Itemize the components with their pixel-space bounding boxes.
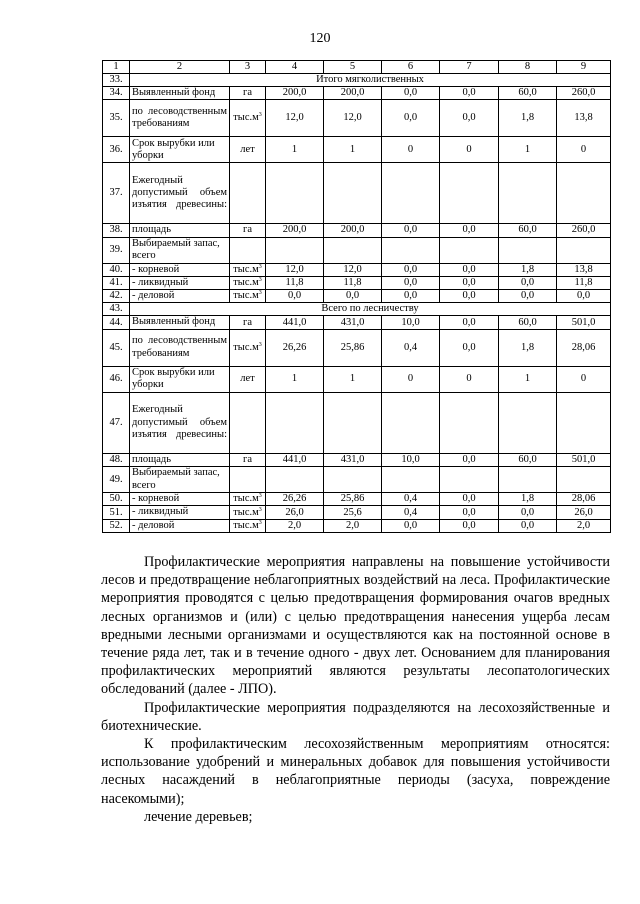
value-cell [382,237,440,263]
header-cell: 9 [557,61,611,74]
row-number: 48. [103,453,130,466]
paragraph: Профилактические мероприятия направлены на повышение устойчивости лесов и предотвращение неблагоприятных воздействий на леса. Профилактические мероприятия проводятся с целью предотвращения формирования очагов вредных лесных организмов и (или) с целью предотвращения нанесения ущерба лесам вредными лесными организмами и осуществляются как на постоянной основе в течение ряда лет, так и в течение одного - двух лет. Основанием для планирования профилактических мероприятий являются результаты лесопатологических обследований (далее - ЛПО). [101,554,610,698]
value-cell: 441,0 [266,316,324,329]
unit-cell [230,519,266,532]
unit-label: тыс.м [233,506,259,518]
value-cell: 60,0 [499,316,557,329]
header-cell: 2 [130,61,230,74]
row-number: 43. [103,303,130,316]
section-row [103,74,611,87]
section-title: Итого мягколиственных [130,74,611,87]
unit-cell [230,237,266,263]
value-cell: 0,0 [440,519,499,532]
value-cell: 25,6 [324,506,382,519]
value-cell: 60,0 [499,224,557,237]
value-cell: 60,0 [499,453,557,466]
value-cell [499,467,557,493]
row-number: 49. [103,467,130,493]
unit-label: тыс.м [233,112,259,124]
value-cell: 26,0 [557,506,611,519]
value-cell: 0,0 [440,263,499,276]
unit-cell [230,467,266,493]
row-number: 51. [103,506,130,519]
value-cell: 25,86 [324,329,382,366]
value-cell: 26,0 [266,506,324,519]
value-cell: 11,8 [324,276,382,289]
value-cell: 0,0 [499,519,557,532]
value-cell: 0,0 [440,316,499,329]
indicator-name: Ежегодный допустимый объем изъятия древесины: [130,163,230,224]
value-cell: 1 [499,366,557,392]
unit-label: га [243,87,252,99]
indicator-name: площадь [130,224,230,237]
unit-label: га [243,224,252,236]
value-cell [324,392,382,453]
unit-superscript: 3 [258,506,262,513]
value-cell: 0,0 [440,87,499,100]
unit-superscript: 3 [258,112,262,119]
row-number: 41. [103,276,130,289]
value-cell: 0,4 [382,329,440,366]
table-row [103,453,611,466]
value-cell [557,163,611,224]
value-cell: 26,26 [266,493,324,506]
indicator-name: - корневой [130,263,230,276]
unit-label: тыс.м [233,263,259,275]
indicator-name: Выбираемый запас, всего [130,467,230,493]
header-row [103,61,611,74]
value-cell: 200,0 [266,87,324,100]
value-cell [324,467,382,493]
unit-label: тыс.м [233,277,259,289]
indicator-name: - ликвидный [130,276,230,289]
value-cell: 13,8 [557,100,611,137]
indicator-name: по лесоводственным требованиям [130,329,230,366]
value-cell: 0,0 [440,493,499,506]
value-cell [266,163,324,224]
value-cell: 1 [324,366,382,392]
section-row [103,303,611,316]
unit-label: лет [240,143,255,155]
value-cell: 1,8 [499,493,557,506]
value-cell: 0,0 [499,276,557,289]
value-cell: 260,0 [557,87,611,100]
row-number: 52. [103,519,130,532]
unit-superscript: 3 [258,493,262,500]
header-cell: 6 [382,61,440,74]
value-cell [557,237,611,263]
value-cell [499,392,557,453]
unit-label: га [243,453,252,465]
section-title: Всего по лесничеству [130,303,611,316]
table-row [103,163,611,224]
table-row [103,100,611,137]
table-row [103,137,611,163]
value-cell: 0 [440,137,499,163]
unit-superscript: 3 [258,341,262,348]
value-cell: 12,0 [324,100,382,137]
value-cell: 60,0 [499,87,557,100]
value-cell: 1 [266,366,324,392]
table-row [103,87,611,100]
row-number: 47. [103,392,130,453]
value-cell [266,392,324,453]
value-cell [499,163,557,224]
row-number: 37. [103,163,130,224]
value-cell: 2,0 [266,519,324,532]
row-number: 46. [103,366,130,392]
row-number: 44. [103,316,130,329]
value-cell: 0,0 [440,506,499,519]
value-cell: 0 [382,366,440,392]
indicator-name: - деловой [130,519,230,532]
indicator-name: - деловой [130,290,230,303]
value-cell: 501,0 [557,316,611,329]
unit-label: тыс.м [233,341,259,353]
value-cell: 0 [440,366,499,392]
unit-label: тыс.м [233,290,259,302]
value-cell: 0,0 [440,329,499,366]
value-cell: 1,8 [499,329,557,366]
header-cell: 8 [499,61,557,74]
value-cell: 2,0 [557,519,611,532]
row-number: 33. [103,74,130,87]
body-text [101,553,610,826]
unit-label: лет [240,373,255,385]
value-cell [324,237,382,263]
value-cell: 0,0 [440,100,499,137]
value-cell: 26,26 [266,329,324,366]
value-cell: 11,8 [557,276,611,289]
value-cell: 11,8 [266,276,324,289]
value-cell: 12,0 [324,263,382,276]
unit-superscript: 3 [258,519,262,526]
indicator-name: Выбираемый запас, всего [130,237,230,263]
table-row [103,329,611,366]
row-number: 35. [103,100,130,137]
unit-label: га [243,316,252,328]
value-cell: 2,0 [324,519,382,532]
value-cell: 200,0 [266,224,324,237]
indicator-name: Ежегодный допустимый объем изъятия древесины: [130,392,230,453]
value-cell: 0,0 [382,224,440,237]
unit-cell [230,137,266,163]
value-cell: 0,0 [382,87,440,100]
indicator-name: площадь [130,453,230,466]
paragraph: лечение деревьев; [144,808,253,825]
row-number: 34. [103,87,130,100]
value-cell [324,163,382,224]
unit-label: тыс.м [233,519,259,531]
indicator-name: Срок вырубки или уборки [130,366,230,392]
value-cell [382,392,440,453]
unit-cell [230,87,266,100]
value-cell: 0,0 [440,290,499,303]
value-cell: 1 [266,137,324,163]
header-cell: 7 [440,61,499,74]
value-cell: 1,8 [499,100,557,137]
table-row [103,224,611,237]
value-cell: 0 [382,137,440,163]
row-number: 45. [103,329,130,366]
value-cell: 0,0 [382,100,440,137]
value-cell [382,467,440,493]
value-cell: 0,0 [382,519,440,532]
indicator-name: - корневой [130,493,230,506]
value-cell: 441,0 [266,453,324,466]
value-cell: 25,86 [324,493,382,506]
table-row [103,506,611,519]
forest-table [102,60,611,533]
table-row [103,467,611,493]
value-cell: 0,4 [382,493,440,506]
value-cell [440,467,499,493]
unit-cell [230,263,266,276]
value-cell: 0,0 [499,290,557,303]
value-cell [557,392,611,453]
unit-cell [230,224,266,237]
unit-cell [230,163,266,224]
table-row [103,366,611,392]
value-cell: 0,0 [382,290,440,303]
unit-cell [230,493,266,506]
row-number: 42. [103,290,130,303]
paragraph: Профилактические мероприятия подразделяются на лесохозяйственные и биотехнические. [101,699,610,734]
value-cell [266,467,324,493]
header-cell: 1 [103,61,130,74]
value-cell: 0,0 [382,263,440,276]
unit-cell [230,316,266,329]
value-cell [440,163,499,224]
unit-cell [230,392,266,453]
value-cell: 0,0 [440,276,499,289]
value-cell [440,392,499,453]
value-cell: 1 [324,137,382,163]
row-number: 39. [103,237,130,263]
unit-superscript: 3 [258,290,262,297]
unit-superscript: 3 [258,263,262,270]
value-cell: 0,0 [382,276,440,289]
header-cell: 5 [324,61,382,74]
table-row [103,276,611,289]
unit-cell [230,506,266,519]
value-cell: 10,0 [382,453,440,466]
row-number: 38. [103,224,130,237]
value-cell: 28,06 [557,493,611,506]
table-row [103,290,611,303]
value-cell: 28,06 [557,329,611,366]
table-row [103,316,611,329]
value-cell: 0,0 [440,224,499,237]
table-row [103,519,611,532]
value-cell: 0 [557,366,611,392]
value-cell: 12,0 [266,100,324,137]
unit-cell [230,453,266,466]
header-cell: 3 [230,61,266,74]
unit-cell [230,100,266,137]
value-cell [499,237,557,263]
value-cell: 0 [557,137,611,163]
value-cell: 0,0 [324,290,382,303]
indicator-name: - ликвидный [130,506,230,519]
unit-label: тыс.м [233,493,259,505]
indicator-name: по лесоводственным требованиям [130,100,230,137]
value-cell [557,467,611,493]
value-cell [440,237,499,263]
header-cell: 4 [266,61,324,74]
value-cell: 0,0 [557,290,611,303]
value-cell: 1 [499,137,557,163]
value-cell: 0,4 [382,506,440,519]
value-cell: 200,0 [324,224,382,237]
table-row [103,263,611,276]
value-cell: 1,8 [499,263,557,276]
value-cell [382,163,440,224]
value-cell: 431,0 [324,316,382,329]
row-number: 50. [103,493,130,506]
page-number: 120 [309,31,331,46]
value-cell: 0,0 [266,290,324,303]
value-cell: 10,0 [382,316,440,329]
value-cell: 501,0 [557,453,611,466]
row-number: 40. [103,263,130,276]
value-cell: 13,8 [557,263,611,276]
unit-cell [230,276,266,289]
table-row [103,493,611,506]
value-cell: 0,0 [440,453,499,466]
unit-cell [230,366,266,392]
unit-superscript: 3 [258,277,262,284]
table-row [103,392,611,453]
indicator-name: Выявленный фонд [130,87,230,100]
row-number: 36. [103,137,130,163]
value-cell: 0,0 [499,506,557,519]
unit-cell [230,290,266,303]
paragraph: К профилактическим лесохозяйственным мероприятиям относятся: использование удобрений и минеральных добавок для повышения устойчивости лесных насаждений в неблагоприятные периоды (засуха, повреждение насекомыми); [101,736,610,807]
indicator-name: Выявленный фонд [130,316,230,329]
value-cell: 431,0 [324,453,382,466]
indicator-name: Срок вырубки или уборки [130,137,230,163]
value-cell: 260,0 [557,224,611,237]
unit-cell [230,329,266,366]
value-cell: 12,0 [266,263,324,276]
value-cell [266,237,324,263]
value-cell: 200,0 [324,87,382,100]
table-row [103,237,611,263]
